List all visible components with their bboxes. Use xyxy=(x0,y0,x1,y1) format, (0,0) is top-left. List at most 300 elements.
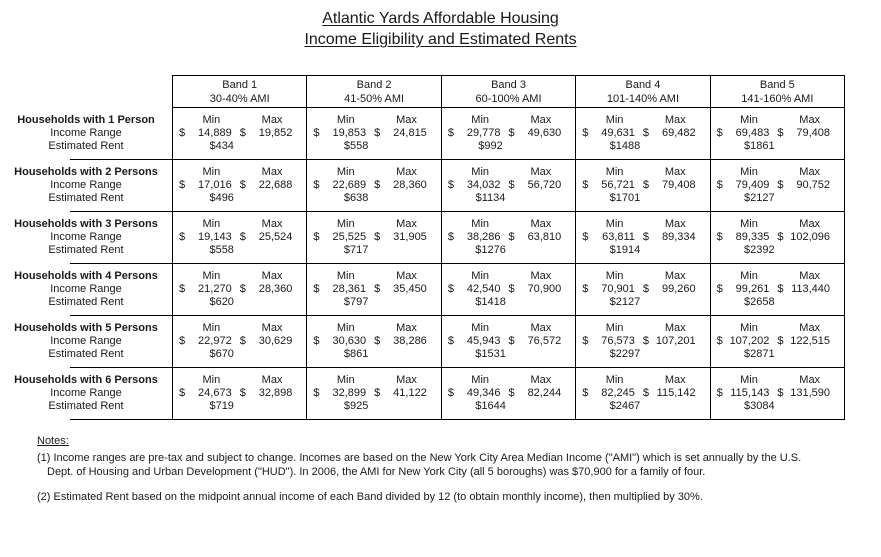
estimated-rent-value: $434 xyxy=(209,140,234,152)
income-max: 41,122 xyxy=(393,387,427,399)
income-max: 79,408 xyxy=(796,127,831,139)
income-range-values xyxy=(448,231,569,244)
income-max: 122,515 xyxy=(790,335,831,347)
income-max: 30,629 xyxy=(258,335,293,347)
document-title xyxy=(0,8,881,50)
estimated-rent-value: $1276 xyxy=(475,244,506,256)
income-min: 115,143 xyxy=(730,387,770,399)
income-max: 19,852 xyxy=(258,127,293,139)
max-label: Max xyxy=(664,218,686,230)
income-max: 79,408 xyxy=(661,179,696,191)
max-label: Max xyxy=(530,270,552,282)
dollar-sign: $ xyxy=(582,387,589,399)
dollar-sign: $ xyxy=(313,387,320,399)
dollar-sign: $ xyxy=(716,335,723,347)
band-cell xyxy=(711,368,845,420)
max-label: Max xyxy=(664,374,686,386)
dollar-sign: $ xyxy=(777,283,784,295)
dollar-sign: $ xyxy=(374,283,381,295)
dollar-sign: $ xyxy=(179,231,186,243)
band-cell xyxy=(442,160,576,212)
min-label: Min xyxy=(605,166,624,178)
max-label: Max xyxy=(664,114,686,126)
estimated-rent-value: $797 xyxy=(343,296,369,308)
band-cell xyxy=(711,160,845,212)
max-label: Max xyxy=(530,166,552,178)
income-min: 19,853 xyxy=(332,127,367,139)
estimated-rent-value: $638 xyxy=(343,192,369,204)
estimated-rent-label: Estimated Rent xyxy=(48,244,124,256)
income-min: 76,573 xyxy=(601,335,635,347)
estimated-rent-value: $2297 xyxy=(609,348,641,360)
income-range-values xyxy=(717,283,838,296)
dollar-sign: $ xyxy=(313,179,320,191)
estimated-rent-value: $670 xyxy=(209,348,234,360)
income-max: 22,688 xyxy=(258,179,293,191)
estimated-rent-value: $1644 xyxy=(475,400,506,412)
dollar-sign: $ xyxy=(508,179,515,191)
dollar-sign: $ xyxy=(716,179,723,191)
min-max-labels xyxy=(313,322,434,335)
income-max: 38,286 xyxy=(393,335,427,347)
row-bands xyxy=(172,160,845,212)
band-name: Band 2 xyxy=(356,79,392,91)
dollar-sign: $ xyxy=(508,127,515,139)
estimated-rent-value: $496 xyxy=(209,192,234,204)
dollar-sign: $ xyxy=(374,335,381,347)
estimated-rent-value: $3084 xyxy=(744,400,775,412)
household-label: Households with 3 Persons xyxy=(14,218,158,230)
income-range-values xyxy=(448,127,569,140)
estimated-rent-value: $620 xyxy=(209,296,234,308)
table-rows xyxy=(0,108,845,420)
income-range-values xyxy=(313,127,434,140)
income-min: 69,483 xyxy=(735,127,770,139)
income-range-values xyxy=(582,387,703,400)
dollar-sign: $ xyxy=(508,387,515,399)
min-max-labels xyxy=(313,114,434,127)
band-header-cell xyxy=(576,76,710,107)
income-range-values xyxy=(313,387,434,400)
band-cell xyxy=(442,212,576,264)
dollar-sign: $ xyxy=(239,127,246,139)
income-max: 113,440 xyxy=(791,283,831,295)
estimated-rent-value: $1134 xyxy=(475,192,506,204)
max-label: Max xyxy=(530,114,552,126)
income-min: 32,899 xyxy=(332,387,367,399)
max-label: Max xyxy=(799,166,821,178)
dollar-sign: $ xyxy=(447,179,454,191)
row-label-cell xyxy=(0,160,172,212)
row-bands xyxy=(172,264,845,316)
dollar-sign: $ xyxy=(582,283,589,295)
band-name: Band 4 xyxy=(625,79,661,91)
min-label: Min xyxy=(336,322,355,334)
min-label: Min xyxy=(605,218,624,230)
band-ami: 141-160% AMI xyxy=(741,93,814,105)
max-label: Max xyxy=(261,114,283,126)
estimated-rent-value: $558 xyxy=(209,244,234,256)
income-max: 102,096 xyxy=(790,231,831,243)
max-label: Max xyxy=(396,114,417,126)
max-label: Max xyxy=(664,166,686,178)
dollar-sign: $ xyxy=(508,283,515,295)
income-max: 31,905 xyxy=(393,231,427,243)
band-cell xyxy=(307,316,441,368)
min-label: Min xyxy=(471,322,490,334)
min-max-labels xyxy=(179,166,300,179)
income-max: 99,260 xyxy=(661,283,696,295)
min-label: Min xyxy=(605,322,624,334)
dollar-sign: $ xyxy=(582,231,589,243)
dollar-sign: $ xyxy=(642,179,650,191)
dollar-sign: $ xyxy=(447,335,454,347)
row-bands xyxy=(172,316,845,368)
max-label: Max xyxy=(261,270,283,282)
table-row xyxy=(0,108,845,160)
min-label: Min xyxy=(605,114,624,126)
estimated-rent-value: $925 xyxy=(343,400,369,412)
income-range-label: Income Range xyxy=(50,283,122,295)
min-label: Min xyxy=(202,218,221,230)
income-min: 42,540 xyxy=(466,283,501,295)
income-min: 89,335 xyxy=(735,231,770,243)
min-max-labels xyxy=(448,218,569,231)
estimated-rent-value: $1531 xyxy=(475,348,506,360)
dollar-sign: $ xyxy=(179,179,186,191)
band-ami: 101-140% AMI xyxy=(606,93,679,105)
max-label: Max xyxy=(799,270,821,282)
band-ami: 41-50% AMI xyxy=(344,93,405,105)
income-min: 24,673 xyxy=(198,387,232,399)
min-max-labels xyxy=(717,114,838,127)
income-max: 28,360 xyxy=(258,283,293,295)
min-max-labels xyxy=(717,374,838,387)
estimated-rent-value: $719 xyxy=(209,400,234,412)
household-label: Households with 4 Persons xyxy=(14,270,158,282)
min-label: Min xyxy=(471,114,490,126)
band-cell xyxy=(173,368,307,420)
band-name: Band 1 xyxy=(222,79,258,91)
dollar-sign: $ xyxy=(508,335,515,347)
income-min: 63,811 xyxy=(602,231,635,243)
min-label: Min xyxy=(336,166,355,178)
income-min: 21,270 xyxy=(198,283,232,295)
dollar-sign: $ xyxy=(508,231,515,243)
estimated-rent-value: $2467 xyxy=(609,400,641,412)
income-range-values xyxy=(582,231,703,244)
band-cell xyxy=(173,316,307,368)
min-max-labels xyxy=(179,322,300,335)
table-row xyxy=(0,212,845,264)
table-row xyxy=(0,368,845,420)
income-min: 22,689 xyxy=(332,179,367,191)
income-min: 38,286 xyxy=(466,231,501,243)
estimated-rent-value: $2658 xyxy=(744,296,775,308)
dollar-sign: $ xyxy=(642,283,650,295)
min-label: Min xyxy=(471,374,490,386)
dollar-sign: $ xyxy=(239,231,246,243)
max-label: Max xyxy=(396,218,417,230)
row-bands xyxy=(172,368,845,420)
max-label: Max xyxy=(396,166,417,178)
band-cell xyxy=(711,264,845,316)
estimated-rent-value: $1914 xyxy=(609,244,641,256)
band-cell xyxy=(711,212,845,264)
min-label: Min xyxy=(740,166,758,178)
min-label: Min xyxy=(740,270,758,282)
estimated-rent-value: $1418 xyxy=(475,296,506,308)
max-label: Max xyxy=(664,270,686,282)
dollar-sign: $ xyxy=(374,127,381,139)
dollar-sign: $ xyxy=(716,231,723,243)
household-label: Households with 1 Person xyxy=(17,114,155,126)
max-label: Max xyxy=(261,166,283,178)
estimated-rent-label: Estimated Rent xyxy=(48,400,124,412)
band-cell xyxy=(307,212,441,264)
max-label: Max xyxy=(664,322,686,334)
income-min: 70,901 xyxy=(601,283,635,295)
max-label: Max xyxy=(396,322,417,334)
band-cell xyxy=(576,264,710,316)
band-cell xyxy=(711,108,845,160)
note-1-line-2: Dept. of Housing and Urban Development ("HUD"). In 2006, the AMI for New York City (all 5 boroughs) was $70,900 for a family of four. xyxy=(47,466,706,478)
band-cell xyxy=(307,368,441,420)
dollar-sign: $ xyxy=(179,387,186,399)
income-range-label: Income Range xyxy=(50,127,122,139)
min-max-labels xyxy=(717,322,838,335)
dollar-sign: $ xyxy=(777,127,784,139)
title-line-1: Atlantic Yards Affordable Housing xyxy=(322,10,559,27)
band-header-cell xyxy=(173,76,307,107)
table-row xyxy=(0,316,845,368)
income-min: 49,346 xyxy=(466,387,501,399)
income-range-values xyxy=(179,179,300,192)
max-label: Max xyxy=(261,322,283,334)
table-row xyxy=(0,160,845,212)
estimated-rent-value: $1701 xyxy=(609,192,641,204)
income-range-values xyxy=(582,179,703,192)
estimated-rent-value: $861 xyxy=(343,348,369,360)
min-label: Min xyxy=(336,270,355,282)
income-range-label: Income Range xyxy=(50,335,122,347)
dollar-sign: $ xyxy=(777,179,784,191)
income-range-values xyxy=(179,387,300,400)
row-label-cell xyxy=(0,212,172,264)
dollar-sign: $ xyxy=(582,127,589,139)
band-cell xyxy=(173,212,307,264)
income-min: 19,143 xyxy=(198,231,232,243)
note-2: (2) Estimated Rent based on the midpoint annual income of each Band divided by 12 (to obtain monthly income), then multiplied by 30%. xyxy=(37,491,703,503)
income-max: 70,900 xyxy=(527,283,562,295)
income-range-values xyxy=(717,231,838,244)
dollar-sign: $ xyxy=(374,231,381,243)
income-range-values xyxy=(313,335,434,348)
income-range-values xyxy=(582,283,703,296)
income-range-values xyxy=(717,335,838,348)
income-min: 30,630 xyxy=(332,335,367,347)
band-cell xyxy=(307,264,441,316)
dollar-sign: $ xyxy=(716,283,723,295)
estimated-rent-value: $992 xyxy=(478,140,503,152)
estimated-rent-label: Estimated Rent xyxy=(48,140,124,152)
band-cell xyxy=(442,368,576,420)
income-range-label: Income Range xyxy=(50,179,122,191)
max-label: Max xyxy=(799,374,821,386)
dollar-sign: $ xyxy=(374,387,381,399)
min-max-labels xyxy=(448,166,569,179)
dollar-sign: $ xyxy=(777,387,784,399)
income-max: 35,450 xyxy=(393,283,427,295)
income-max: 56,720 xyxy=(527,179,562,191)
min-max-labels xyxy=(582,270,703,283)
income-min: 45,943 xyxy=(466,335,501,347)
min-label: Min xyxy=(202,270,221,282)
income-range-values xyxy=(448,335,569,348)
min-max-labels xyxy=(448,322,569,335)
dollar-sign: $ xyxy=(582,335,589,347)
row-label-cell xyxy=(0,368,172,420)
dollar-sign: $ xyxy=(239,335,246,347)
income-range-values xyxy=(717,387,838,400)
dollar-sign: $ xyxy=(239,387,246,399)
band-cell xyxy=(576,160,710,212)
min-label: Min xyxy=(471,270,490,282)
min-max-labels xyxy=(582,322,703,335)
min-label: Min xyxy=(202,374,221,386)
band-cell xyxy=(576,108,710,160)
income-range-values xyxy=(582,127,703,140)
income-max: 63,810 xyxy=(527,231,562,243)
income-range-label: Income Range xyxy=(50,231,122,243)
income-min: 22,972 xyxy=(198,335,232,347)
income-range-values xyxy=(582,335,703,348)
min-max-labels xyxy=(179,218,300,231)
row-label-cell xyxy=(0,316,172,368)
dollar-sign: $ xyxy=(239,179,246,191)
income-min: 34,032 xyxy=(466,179,501,191)
dollar-sign: $ xyxy=(313,283,320,295)
dollar-sign: $ xyxy=(642,387,650,399)
estimated-rent-label: Estimated Rent xyxy=(48,348,124,360)
band-cell xyxy=(576,316,710,368)
band-cell xyxy=(711,316,845,368)
estimated-rent-label: Estimated Rent xyxy=(48,296,124,308)
max-label: Max xyxy=(799,218,821,230)
income-max: 76,572 xyxy=(527,335,562,347)
min-max-labels xyxy=(448,114,569,127)
min-label: Min xyxy=(336,114,355,126)
income-min: 99,261 xyxy=(735,283,770,295)
income-max: 107,201 xyxy=(655,335,696,347)
band-cell xyxy=(307,108,441,160)
band-cell xyxy=(442,108,576,160)
min-label: Min xyxy=(605,270,624,282)
dollar-sign: $ xyxy=(313,335,320,347)
max-label: Max xyxy=(396,374,417,386)
min-max-labels xyxy=(313,218,434,231)
band-cell xyxy=(173,160,307,212)
min-label: Min xyxy=(336,374,355,386)
dollar-sign: $ xyxy=(642,127,650,139)
min-max-labels xyxy=(179,114,300,127)
min-label: Min xyxy=(740,114,758,126)
income-max: 90,752 xyxy=(796,179,831,191)
income-range-values xyxy=(448,179,569,192)
income-max: 24,815 xyxy=(393,127,427,139)
band-cell xyxy=(442,264,576,316)
dollar-sign: $ xyxy=(777,231,784,243)
estimated-rent-value: $558 xyxy=(343,140,369,152)
min-label: Min xyxy=(202,322,221,334)
income-min: 25,525 xyxy=(332,231,367,243)
band-ami: 30-40% AMI xyxy=(209,93,270,105)
dollar-sign: $ xyxy=(716,127,723,139)
min-max-labels xyxy=(717,218,838,231)
band-header-cell xyxy=(711,76,844,107)
income-range-values xyxy=(179,283,300,296)
min-label: Min xyxy=(471,218,490,230)
dollar-sign: $ xyxy=(179,127,186,139)
title-line-2: Income Eligibility and Estimated Rents xyxy=(304,31,577,48)
max-label: Max xyxy=(261,374,283,386)
min-max-labels xyxy=(717,270,838,283)
income-min: 14,889 xyxy=(198,127,232,139)
row-bands xyxy=(172,108,845,160)
household-label: Households with 2 Persons xyxy=(14,166,158,178)
band-cell xyxy=(442,316,576,368)
min-max-labels xyxy=(179,374,300,387)
income-range-values xyxy=(313,283,434,296)
income-min: 28,361 xyxy=(332,283,367,295)
table-row xyxy=(0,264,845,316)
min-max-labels xyxy=(582,374,703,387)
min-max-labels xyxy=(179,270,300,283)
income-max: 25,524 xyxy=(258,231,293,243)
note-1-line-1: (1) Income ranges are pre-tax and subject to change. Incomes are based on the New York City Area Median Income ("AMI") which is set annually by the U.S. xyxy=(37,452,802,464)
dollar-sign: $ xyxy=(313,127,320,139)
band-name: Band 3 xyxy=(491,79,526,91)
max-label: Max xyxy=(530,374,552,386)
min-label: Min xyxy=(471,166,490,178)
dollar-sign: $ xyxy=(179,335,186,347)
band-ami: 60-100% AMI xyxy=(475,93,542,105)
min-max-labels xyxy=(717,166,838,179)
band-cell xyxy=(307,160,441,212)
max-label: Max xyxy=(799,322,821,334)
band-header-cell xyxy=(307,76,441,107)
dollar-sign: $ xyxy=(447,283,454,295)
min-max-labels xyxy=(582,218,703,231)
band-cell xyxy=(576,368,710,420)
min-max-labels xyxy=(448,270,569,283)
income-max: 131,590 xyxy=(790,387,831,399)
household-label: Households with 6 Persons xyxy=(14,374,158,386)
income-range-values xyxy=(717,127,838,140)
min-max-labels xyxy=(313,270,434,283)
income-max: 32,898 xyxy=(258,387,293,399)
dollar-sign: $ xyxy=(313,231,320,243)
income-range-values xyxy=(179,127,300,140)
income-min: 79,409 xyxy=(735,179,770,191)
income-max: 28,360 xyxy=(393,179,427,191)
min-max-labels xyxy=(313,374,434,387)
band-cell xyxy=(173,264,307,316)
min-max-labels xyxy=(582,114,703,127)
income-min: 17,016 xyxy=(198,179,232,191)
income-max: 69,482 xyxy=(661,127,696,139)
income-min: 56,721 xyxy=(601,179,635,191)
